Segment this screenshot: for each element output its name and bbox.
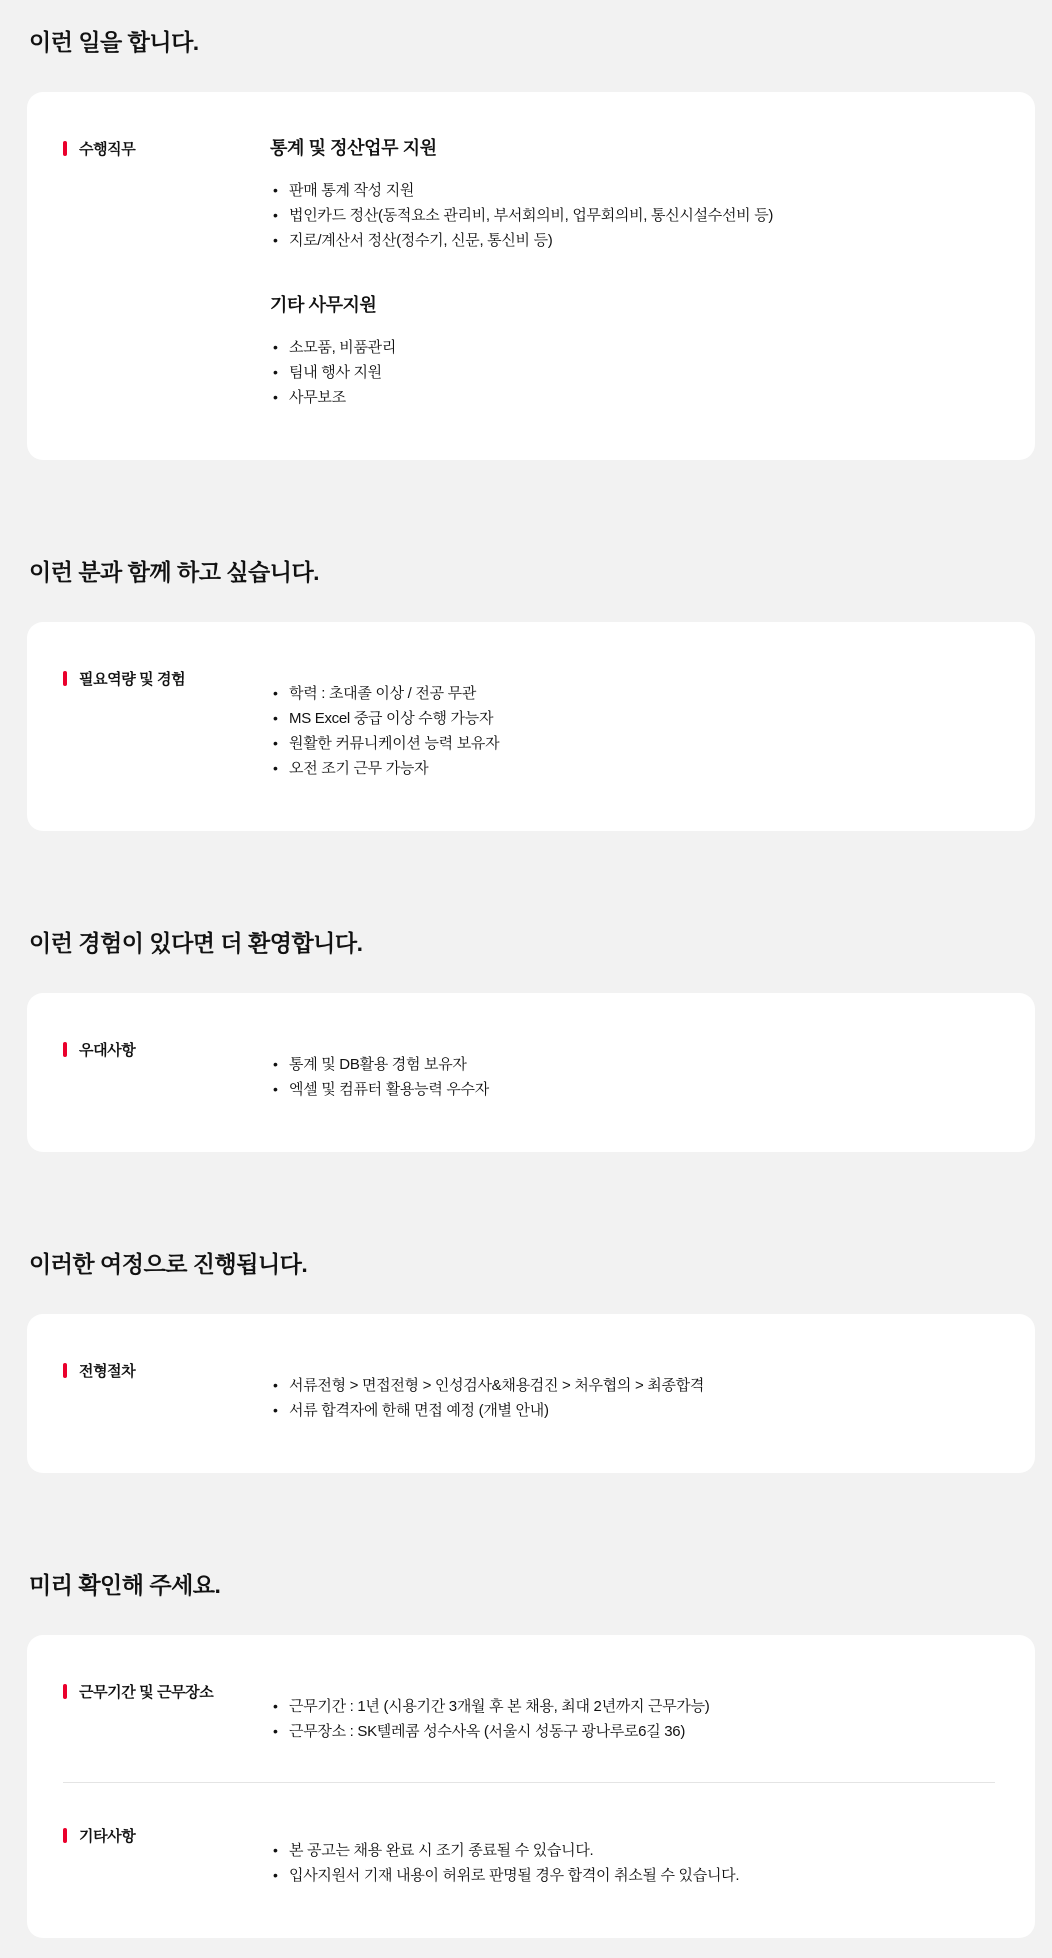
row-label-duties [63,136,270,159]
bullet-list [270,681,995,781]
list-item: • 팀내 행사 지원 [270,360,995,385]
bullet-list [270,335,995,410]
row-label-text: 기타사항 [79,1828,136,1845]
list-item: • 학력 : 초대졸 이상 / 전공 무관 [270,681,995,706]
list-item: • 본 공고는 채용 완료 시 조기 종료될 수 있습니다. [270,1838,995,1863]
requirements-row [63,666,995,781]
list-item: • MS Excel 중급 이상 수행 가능자 [270,706,995,731]
row-label-text: 필요역량 및 경험 [79,671,186,688]
label-accent-bar [63,1042,67,1057]
preferred-content [270,1037,995,1102]
row-label-text: 전형절차 [79,1363,136,1380]
list-item: • 근무기간 : 1년 (시용기간 3개월 후 본 채용, 최대 2년까지 근무가능) [270,1694,995,1719]
list-item: • 사무보조 [270,385,995,410]
duty-group-settlement [270,136,995,253]
list-item: • 서류 합격자에 한해 면접 예정 (개별 안내) [270,1398,995,1423]
section-title: 이러한 여정으로 진행됩니다. [29,1251,308,1277]
bullet-list [270,1694,995,1744]
work-conditions-row [63,1679,995,1744]
list-item: • 판매 통계 작성 지원 [270,178,995,203]
list-item: • 원활한 커뮤니케이션 능력 보유자 [270,731,995,756]
bullet-list [270,178,995,253]
list-item: • 입사지원서 기재 내용이 허위로 판명될 경우 합격이 취소될 수 있습니다. [270,1863,995,1888]
list-item: • 지로/계산서 정산(정수기, 신문, 통신비 등) [270,228,995,253]
row-label-process [63,1358,270,1381]
duties-card [27,92,1035,460]
list-item: • 법인카드 정산(동적요소 관리비, 부서회의비, 업무회의비, 통신시설수선비 등) [270,203,995,228]
row-label-other-notes [63,1823,270,1846]
process-content [270,1358,995,1423]
section-title: 미리 확인해 주세요. [29,1572,221,1598]
section-process [27,1248,1035,1473]
section-requirements [27,556,1035,831]
row-label-text: 근무기간 및 근무장소 [79,1684,214,1701]
label-accent-bar [63,1363,67,1378]
list-item: • 통계 및 DB활용 경험 보유자 [270,1052,995,1077]
label-accent-bar [63,1684,67,1699]
row-label-preferred [63,1037,270,1060]
row-label-work-conditions [63,1679,270,1702]
list-item: • 소모품, 비품관리 [270,335,995,360]
label-accent-bar [63,141,67,156]
other-notes-row [63,1823,995,1888]
duties-content [270,136,995,410]
list-item: • 서류전형 > 면접전형 > 인성검사&채용검진 > 처우협의 > 최종합격 [270,1373,995,1398]
requirements-content [270,666,995,781]
section-duties [27,26,1035,460]
section-title: 이런 경험이 있다면 더 환영합니다. [29,930,363,956]
section-title: 이런 분과 함께 하고 싶습니다. [29,559,320,585]
preferred-card [27,993,1035,1152]
label-accent-bar [63,1828,67,1843]
list-item: • 근무장소 : SK텔레콤 성수사옥 (서울시 성동구 광나루로6길 36) [270,1719,995,1744]
group-heading: 기타 사무지원 [270,295,377,315]
group-heading: 통계 및 정산업무 지원 [270,138,437,158]
work-conditions-content [270,1679,995,1744]
section-title: 이런 일을 합니다. [29,29,199,55]
preferred-row [63,1037,995,1102]
section-notes [27,1569,1035,1938]
notes-card [27,1635,1035,1938]
process-row [63,1358,995,1423]
bullet-list [270,1052,995,1102]
duty-group-office-support [270,293,995,410]
list-item: • 엑셀 및 컴퓨터 활용능력 우수자 [270,1077,995,1102]
bullet-list [270,1373,995,1423]
row-label-text: 수행직무 [79,141,136,158]
list-item: • 오전 조기 근무 가능자 [270,756,995,781]
requirements-card [27,622,1035,831]
other-notes-content [270,1823,995,1888]
row-label-requirements [63,666,270,689]
label-accent-bar [63,671,67,686]
row-label-text: 우대사항 [79,1042,136,1059]
section-preferred [27,927,1035,1152]
bullet-list [270,1838,995,1888]
process-card [27,1314,1035,1473]
card-divider [63,1782,995,1783]
duties-row [63,136,995,410]
